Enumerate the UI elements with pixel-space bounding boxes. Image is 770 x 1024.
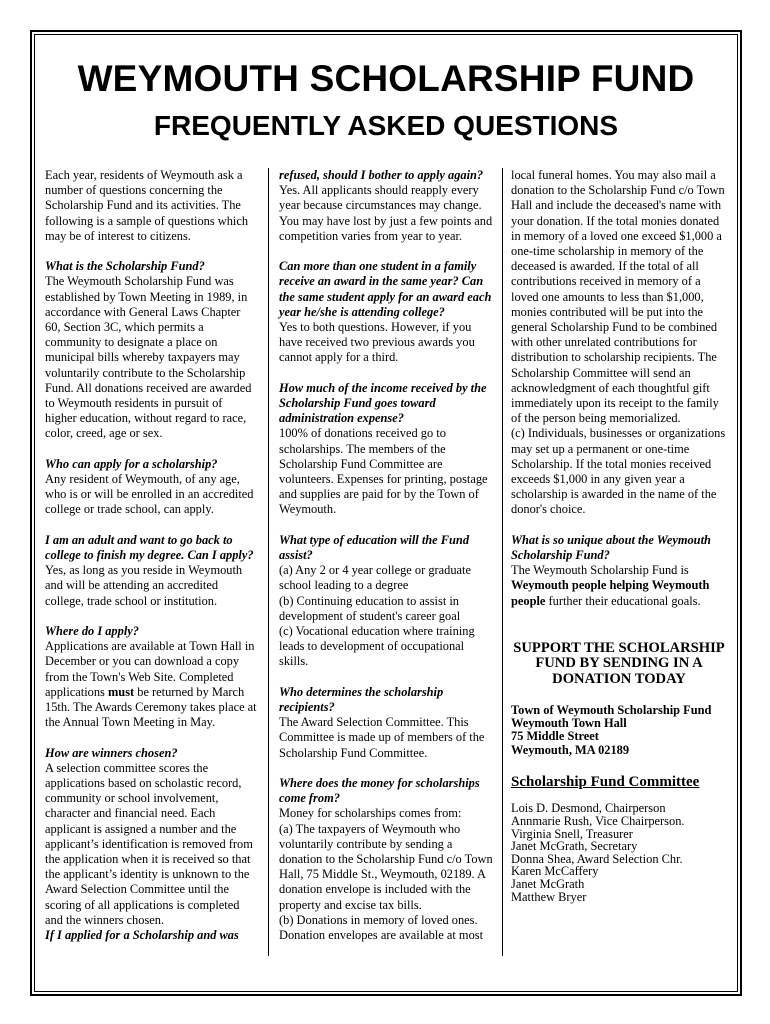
- committee-heading: Scholarship Fund Committee: [511, 774, 700, 791]
- faq-answer: [511, 563, 709, 607]
- faq-answer: [45, 639, 257, 729]
- faq-answer: Yes, as long as you reside in Weymouth and will be attending an accredited college, trade school or institution.: [45, 563, 243, 608]
- faq-item: [279, 381, 493, 518]
- document-subtitle: FREQUENTLY ASKED QUESTIONS: [153, 110, 619, 141]
- faq-answer: Yes to both questions. However, if you have received two previous awards you cannot apply for a third.: [279, 320, 475, 365]
- committee-member: Janet McGrath, Secretary: [511, 839, 638, 854]
- faq-question: refused, should I bother to apply again?: [279, 168, 484, 182]
- faq-question: Who can apply for a scholarship?: [45, 456, 218, 471]
- column-1: [45, 168, 257, 943]
- faq-answer: Any resident of Weymouth, of any age, who is or will be enrolled in an accredited college or trade school, can apply.: [45, 472, 254, 517]
- faq-answer: (b) Donations in memory of loved ones. Donation envelopes are available at most: [279, 912, 484, 943]
- committee-member: Janet McGrath: [511, 877, 585, 892]
- address-line: 75 Middle Street: [511, 729, 599, 744]
- answer-text: further their educational goals.: [545, 593, 701, 608]
- faq-item: [279, 685, 493, 761]
- faq-answer: (c) Vocational education where training leads to development of occupational skills.: [279, 624, 475, 669]
- faq-item: [279, 776, 493, 943]
- faq-answer: (b) Continuing education to assist in development of student's career goal: [279, 593, 461, 623]
- faq-answer: Money for scholarships comes from:: [279, 806, 462, 821]
- faq-question: Where does the money for scholarships come from?: [279, 776, 480, 806]
- faq-item: [45, 457, 257, 518]
- intro-paragraph: Each year, residents of Weymouth ask a number of questions concerning the Scholarship Fund and its activities. The following is a sample of questions which may be of interest to citizens.: [45, 168, 249, 243]
- column-2: [279, 168, 493, 943]
- committee-member: Annmarie Rush, Vice Chairperson.: [511, 814, 685, 829]
- address-line: Weymouth, MA 02189: [511, 742, 630, 757]
- faq-item: [45, 746, 257, 944]
- committee-member: Karen McCaffery: [511, 864, 599, 879]
- faq-question: What type of education will the Fund assist?: [279, 532, 470, 563]
- address-line: Weymouth Town Hall: [511, 716, 627, 731]
- faq-answer: (c) Individuals, businesses or organizations may set up a permanent or one-time Scholarship. If the total monies received exceeds $1,000 in any given year a scholarship is awarded in the name of the donor's choice.: [511, 426, 726, 517]
- faq-answer: (a) The taxpayers of Weymouth who voluntarily contribute by sending a donation to the Scholarship Fund c/o Town Hall, 75 Middle St., Weymouth, 02189. A donation envelope is included with the property and excise tax bills.: [279, 821, 493, 912]
- faq-answer: A selection committee scores the applications based on scholastic record, community or school involvement, character and financial need. Each applicant is assigned a number and the applicant’s identification is removed from the application when it is received so that the applicant’s identity is unknown to the Award Selection Committee until the scoring of all applications is completed and the winners chosen.: [45, 760, 253, 927]
- faq-question: What is so unique about the Weymouth Scholarship Fund?: [511, 532, 711, 563]
- answer-emphasis: Weymouth people helping Weymouth people: [511, 578, 710, 608]
- committee-member: Lois D. Desmond, Chairperson: [511, 801, 666, 816]
- faq-question: Who determines the scholarship recipients?: [279, 684, 444, 715]
- faq-answer: 100% of donations received go to scholarships. The members of the Scholarship Fund Committee are volunteers. Expenses for printing, postage and supplies are paid for by the Town of Weymouth.: [279, 426, 488, 517]
- committee-member: Donna Shea, Award Selection Chr.: [511, 851, 683, 866]
- faq-item: [279, 533, 493, 670]
- answer-text: Applications are available at Town Hall in December or you can download a copy from the Town's Web Site. Completed applications: [45, 639, 255, 699]
- faq-item: [279, 259, 493, 365]
- faq-answer: The Weymouth Scholarship Fund was established by Town Meeting in 1989, in accordance with General Laws Chapter 60, Section 3C, which permits a community to designate a place on municipal bills whereby taxpayers may voluntarily contribute to the Scholarship Fund. All donations received are awarded to Weymouth residents in pursuit of higher education, without regard to race, color, creed, age or sex.: [45, 274, 252, 441]
- faq-question: Where do I apply?: [45, 624, 139, 639]
- mailing-address: [511, 704, 727, 758]
- faq-answer-continued: local funeral homes. You may also mail a donation to the Scholarship Fund c/o Town Hall and include the deceased's name with your donation. If the total monies donated in memory of a loved one exceed $1,000 a one-time scholarship in memory of the deceased is awarded. If the total of all contributions received in memory of a loved one amounts to less than $1,000, monies contributed will be put into the general Scholarship Fund to be combined with other unrelated contributions for distribution to scholarship recipients. The Scholarship Committee will send an acknowledgment of each thoughtful gift immediately upon its receipt to the family of the person being memorialized.: [511, 168, 725, 426]
- faq-question: Can more than one student in a family receive an award in the same year? Can the same student apply for an award each year he/she is attending college?: [279, 259, 492, 319]
- column-divider-2: [502, 168, 503, 956]
- faq-question: What is the Scholarship Fund?: [45, 259, 205, 274]
- faq-question: How are winners chosen?: [45, 745, 178, 760]
- address-line: Town of Weymouth Scholarship Fund: [511, 702, 712, 717]
- document-title: WEYMOUTH SCHOLARSHIP FUND: [77, 58, 695, 99]
- answer-emphasis: must: [107, 684, 135, 699]
- answer-text: be returned by March 15th. The Awards Ceremony takes place at the Annual Town Meeting in May.: [45, 684, 257, 730]
- support-callout: SUPPORT THE SCHOLARSHIP FUND BY SENDING IN A DONATION TODAY: [513, 639, 725, 688]
- column-3: [511, 168, 727, 903]
- answer-text: The Weymouth Scholarship Fund is: [511, 563, 689, 578]
- faq-item: [45, 624, 257, 730]
- faq-answer: Yes. All applicants should reapply every year because circumstances may change. You may have lost by just a few points and competition varies from year to year.: [279, 183, 493, 243]
- faq-item: [45, 533, 257, 609]
- committee-member: Virginia Snell, Treasurer: [511, 826, 633, 841]
- faq-question: I am an adult and want to go back to college to finish my degree. Can I apply?: [45, 532, 254, 563]
- faq-item: [45, 259, 257, 441]
- faq-answer: (a) Any 2 or 4 year college or graduate school leading to a degree: [279, 563, 471, 593]
- committee-list: [511, 802, 727, 903]
- faq-question-continued: If I applied for a Scholarship and was: [45, 928, 239, 943]
- faq-question: How much of the income received by the Scholarship Fund goes toward administration expense?: [279, 380, 487, 426]
- faq-item: [511, 533, 727, 609]
- faq-answer: The Award Selection Committee. This Committee is made up of members of the Scholarship Fund Committee.: [279, 715, 485, 760]
- column-divider-1: [268, 168, 269, 956]
- committee-member: Matthew Bryer: [511, 889, 587, 904]
- faq-item: [279, 168, 493, 244]
